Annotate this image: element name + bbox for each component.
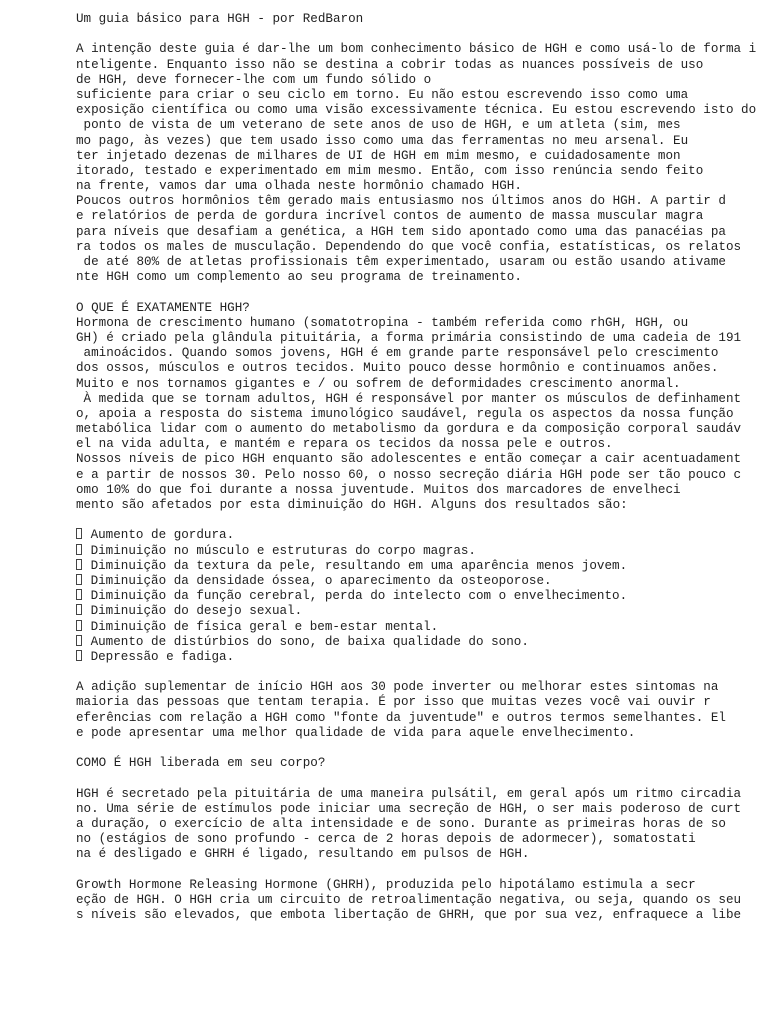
text-line: exposição científica ou como uma visão excessivamente técnica. Eu estou escrevendo isto do [76, 103, 757, 118]
text-line: Nossos níveis de pico HGH enquanto são adolescentes e então começar a cair acentuadament [76, 452, 742, 467]
bullet-icon [76, 528, 82, 539]
list-item-text: Aumento de gordura. [90, 528, 235, 543]
spacer [76, 665, 764, 680]
list-item-text: Diminuição do desejo sexual. [90, 604, 303, 619]
text-line: Poucos outros hormônios têm gerado mais entusiasmo nos últimos anos do HGH. A partir d [76, 194, 726, 209]
text-line: Muito e nos tornamos gigantes e / ou sofrem de deformidades crescimento anormal. [76, 376, 681, 391]
list-item-text: Diminuição de física geral e bem-estar mental. [90, 619, 439, 634]
list-item-text: Diminuição da densidade óssea, o aparecimento da osteoporose. [90, 573, 552, 588]
section-heading: COMO É HGH liberada em seu corpo? [76, 756, 326, 771]
text-line: nteligente. Enquanto isso não se destina a cobrir todas as nuances possíveis de uso [76, 57, 704, 72]
text-line: a duração, o exercício de alta intensidade e de sono. Durante as primeiras horas de so [76, 816, 726, 831]
text-line: dos ossos, músculos e outros tecidos. Muito pouco desse hormônio e continuamos anões. [76, 361, 719, 376]
text-line: na frente, vamos dar uma olhada neste hormônio chamado HGH. [76, 179, 522, 194]
list-item-text: Diminuição da função cerebral, perda do intelecto com o envelhecimento. [90, 589, 628, 604]
bullet-icon [76, 635, 82, 646]
text-line: o, apoia a resposta do sistema imunológico saudável, regula os aspectos da nossa função [76, 406, 734, 421]
text-line: eção de HGH. O HGH cria um circuito de retroalimentação negativa, ou seja, quando os seu [76, 892, 742, 907]
text-line: ter injetado dezenas de milhares de UI de HGH em mim mesmo, e cuidadosamente mon [76, 148, 681, 163]
spacer [76, 285, 764, 300]
bullet-icon [76, 620, 82, 631]
section2-paragraph-1 [76, 787, 764, 863]
list-item [76, 544, 764, 559]
text-line: na é desligado e GHRH é ligado, resultando em pulsos de HGH. [76, 847, 530, 862]
text-line: ponto de vista de um veterano de sete anos de uso de HGH, e um atleta (sim, mes [76, 118, 681, 133]
bullet-icon [76, 574, 82, 585]
text-line: aminoácidos. Quando somos jovens, HGH é em grande parte responsável pelo crescimento [76, 346, 719, 361]
bullet-icon [76, 544, 82, 555]
list-item [76, 620, 764, 635]
text-line: mento são afetados por esta diminuição do HGH. Alguns dos resultados são: [76, 498, 628, 512]
list-item [76, 528, 764, 543]
text-line: metabólica lidar com o aumento do metabolismo da gordura e da composição corporal saudáv [76, 422, 742, 437]
text-line: À medida que se tornam adultos, HGH é responsável por manter os músculos de definhament [76, 391, 742, 406]
section2-paragraph-2 [76, 878, 764, 924]
list-item [76, 589, 764, 604]
text-line: no (estágios de sono profundo - cerca de 2 horas depois de adormecer), somatostati [76, 832, 696, 847]
text-line: para níveis que desafiam a genética, a HGH tem sido apontado como uma das panacéias pa [76, 224, 726, 239]
bullet-list [76, 528, 764, 665]
text-line: Hormona de crescimento humano (somatotropina - também referida como rhGH, HGH, ou [76, 315, 689, 330]
text-line: e pode apresentar uma melhor qualidade de vida para aquele envelhecimento. [76, 725, 636, 740]
text-line: Growth Hormone Releasing Hormone (GHRH), produzida pelo hipotálamo estimula a secr [76, 877, 696, 892]
text-line: itorado, testado e experimentado em mim mesmo. Então, com isso renúncia sendo feito [76, 163, 704, 178]
list-item [76, 604, 764, 619]
document-page [76, 12, 764, 923]
text-line: A adição suplementar de início HGH aos 30 pode inverter ou melhorar estes sintomas na [76, 680, 719, 695]
list-item-text: Aumento de distúrbios do sono, de baixa qualidade do sono. [90, 634, 529, 649]
text-line: eferências com relação a HGH como "fonte da juventude" e outros termos semelhantes. El [76, 710, 726, 725]
text-line: mo pago, às vezes) que tem usado isso como uma das ferramentas no meu arsenal. Eu [76, 133, 689, 148]
text-line: s níveis são elevados, que embota libertação de GHRH, que por sua vez, enfraquece a libe [76, 908, 742, 923]
text-line: de até 80% de atletas profissionais têm experimentado, usaram ou estão usando ativame [76, 255, 726, 269]
bullet-icon [76, 604, 82, 615]
text-line: e a partir de nossos 30. Pelo nosso 60, o nosso secreção diária HGH pode ser tão pouco c [76, 467, 742, 482]
list-item [76, 574, 764, 589]
text-line: ra todos os males de musculação. Dependendo do que você confia, estatísticas, os relatos [76, 239, 742, 254]
bullet-icon [76, 650, 82, 661]
spacer [76, 741, 764, 756]
text-line: el na vida adulta, e mantém e repara os tecidos da nossa pele e outros. [76, 437, 613, 452]
list-item-text: Diminuição no músculo e estruturas do corpo magras. [90, 543, 476, 558]
list-item [76, 650, 764, 665]
list-item [76, 559, 764, 574]
spacer [76, 27, 764, 42]
text-line: maioria das pessoas que tentam terapia. É por isso que muitas vezes você vai ouvir r [76, 695, 711, 710]
text-line: HGH é secretado pela pituitária de uma maneira pulsátil, em geral após um ritmo circadia [76, 786, 742, 801]
bullet-icon [76, 559, 82, 570]
text-line: de HGH, deve fornecer-lhe com um fundo sólido o [76, 72, 432, 87]
text-line: suficiente para criar o seu ciclo em torno. Eu não estou escrevendo isso como uma [76, 87, 689, 102]
text-line: A intenção deste guia é dar-lhe um bom conhecimento básico de HGH e como usá-lo de forma i [76, 42, 757, 57]
text-line: nte HGH como um complemento ao seu programa de treinamento. [76, 270, 522, 285]
text-line: omo 10% do que foi durante a nossa juventude. Muitos dos marcadores de envelheci [76, 482, 681, 497]
section-heading: O QUE É EXATAMENTE HGH? [76, 300, 250, 315]
text-line: e relatórios de perda de gordura incrível contos de aumento de massa muscular magra [76, 209, 704, 224]
bullet-icon [76, 589, 82, 600]
spacer [76, 771, 764, 786]
spacer [76, 863, 764, 878]
list-item [76, 635, 764, 650]
section1-paragraph [76, 316, 764, 513]
document-title: Um guia básico para HGH - por RedBaron [76, 12, 364, 26]
section1-closing-paragraph [76, 680, 764, 741]
spacer [76, 513, 764, 528]
intro-paragraph [76, 42, 764, 285]
text-line: GH) é criado pela glândula pituitária, a forma primária consistindo de uma cadeia de 191 [76, 330, 742, 345]
list-item-text: Diminuição da textura da pele, resultando em uma aparência menos jovem. [90, 558, 628, 573]
list-item-text: Depressão e fadiga. [90, 649, 235, 664]
text-line: no. Uma série de estímulos pode iniciar uma secreção de HGH, o ser mais poderoso de curt [76, 801, 742, 816]
